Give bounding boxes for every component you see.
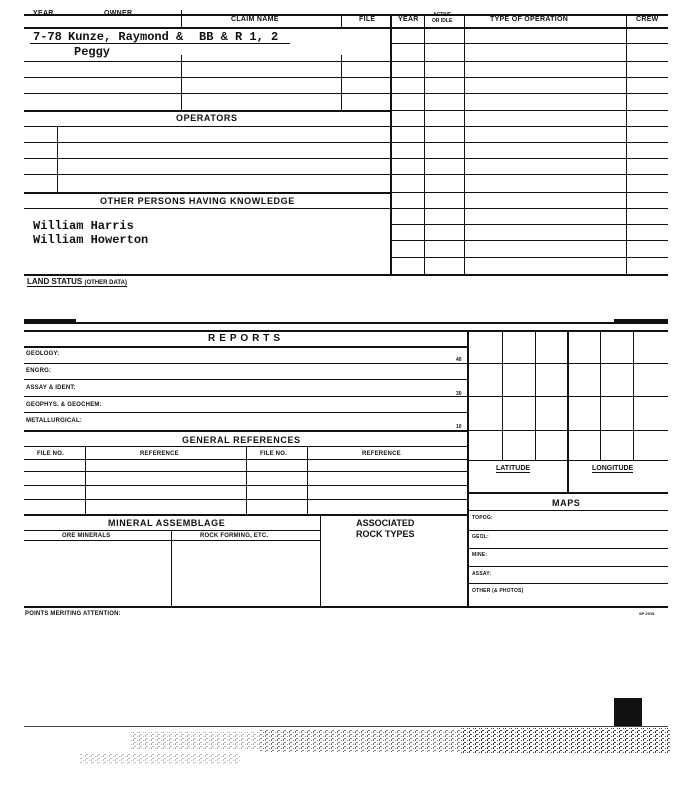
row-line bbox=[390, 208, 668, 209]
row-line bbox=[24, 142, 390, 143]
associated-rock-types bbox=[356, 518, 415, 540]
grid-col bbox=[535, 330, 536, 460]
row-line bbox=[24, 61, 390, 62]
col-divider bbox=[307, 446, 308, 514]
report-metallurgical-num: 10 bbox=[456, 424, 462, 430]
reports-title: R E P O R T S bbox=[208, 333, 281, 344]
col-divider bbox=[464, 14, 465, 274]
header-bottom-rule bbox=[24, 27, 668, 29]
row-line bbox=[390, 142, 668, 143]
row-line bbox=[390, 126, 668, 127]
reports-right-border bbox=[467, 330, 469, 606]
other-person-1: William Harris bbox=[33, 219, 134, 233]
maps-row bbox=[468, 548, 668, 549]
grid-row bbox=[468, 460, 668, 461]
latitude-label: LATITUDE bbox=[496, 465, 531, 472]
row-line bbox=[24, 93, 390, 94]
row-line bbox=[390, 174, 668, 175]
mineral-ore: ORE MINERALS bbox=[62, 533, 111, 539]
row-line bbox=[390, 240, 668, 241]
header-active-idle bbox=[432, 12, 452, 24]
gen-ref-col-reference-2: REFERENCE bbox=[362, 451, 401, 457]
grid-row bbox=[468, 363, 668, 364]
maps-geol: GEOL: bbox=[472, 534, 489, 540]
row-line bbox=[390, 224, 668, 225]
header-type-of-operation: TYPE OF OPERATION bbox=[490, 16, 569, 23]
reports-top-rule bbox=[24, 330, 668, 332]
row-line bbox=[390, 43, 668, 44]
col-divider-main bbox=[390, 14, 392, 274]
entry-claim: BB & R 1, 2 bbox=[199, 30, 279, 44]
entry-owner-line2: Peggy bbox=[74, 45, 111, 59]
row-line bbox=[24, 471, 468, 472]
row-line bbox=[24, 540, 320, 541]
row-line bbox=[24, 379, 468, 380]
header-claim-name: CLAIM NAME bbox=[231, 16, 279, 23]
land-status bbox=[27, 277, 127, 287]
points-meriting-attention: POINTS MERITING ATTENTION: bbox=[25, 611, 121, 617]
col-divider bbox=[57, 126, 58, 192]
grid-row bbox=[468, 430, 668, 431]
row-line bbox=[24, 77, 390, 78]
row-line bbox=[24, 126, 390, 127]
header-year-2: YEAR bbox=[398, 16, 419, 23]
maps-title: MAPS bbox=[552, 498, 581, 508]
maps-topog: TOPOG: bbox=[472, 515, 493, 521]
maps-row bbox=[468, 510, 668, 511]
col-divider bbox=[181, 10, 182, 27]
col-divider bbox=[341, 14, 342, 27]
row-line bbox=[24, 158, 390, 159]
gen-ref-col-file-no-1: FILE NO. bbox=[37, 451, 64, 457]
row-line bbox=[24, 396, 468, 397]
maps-row bbox=[468, 583, 668, 584]
other-person-2: William Howerton bbox=[33, 233, 149, 247]
row-line bbox=[390, 257, 668, 258]
section-divider bbox=[24, 322, 668, 324]
row-line bbox=[390, 93, 668, 94]
gen-ref-col-reference-1: REFERENCE bbox=[140, 451, 179, 457]
col-divider bbox=[320, 514, 321, 606]
row-line bbox=[390, 61, 668, 62]
land-status-label: LAND STATUS bbox=[27, 277, 83, 286]
report-geophys: GEOPHYS. & GEOCHEM: bbox=[26, 402, 102, 408]
divider-block-left bbox=[24, 319, 76, 324]
col-divider bbox=[626, 14, 627, 274]
maps-top-rule bbox=[468, 492, 668, 494]
grid-center-col bbox=[567, 330, 569, 492]
operators-top-rule bbox=[24, 110, 390, 112]
col-divider bbox=[171, 530, 172, 606]
col-divider bbox=[246, 446, 247, 514]
col-divider bbox=[181, 55, 182, 110]
form-bottom-rule bbox=[24, 606, 668, 608]
reports-header-rule bbox=[24, 346, 468, 348]
row-line bbox=[24, 174, 390, 175]
operators-title: OPERATORS bbox=[176, 113, 238, 123]
maps-assay: ASSAY: bbox=[472, 571, 492, 577]
report-assay: ASSAY & IDENT: bbox=[26, 385, 76, 391]
general-references-top-rule bbox=[24, 430, 468, 432]
land-status-sub: (OTHER DATA) bbox=[84, 280, 127, 286]
header-or-idle: OR IDLE bbox=[432, 18, 453, 24]
maps-other: OTHER (& PHOTOS) bbox=[472, 588, 524, 594]
header-file: FILE bbox=[359, 16, 376, 23]
grid-col bbox=[633, 330, 634, 460]
report-geology: GEOLOGY: bbox=[26, 351, 60, 357]
row-line bbox=[390, 77, 668, 78]
general-references-title: GENERAL REFERENCES bbox=[182, 435, 301, 445]
report-metallurgical: METALLURGICAL: bbox=[26, 418, 83, 424]
row-line bbox=[24, 412, 468, 413]
grid-row bbox=[468, 396, 668, 397]
other-persons-title: OTHER PERSONS HAVING KNOWLEDGE bbox=[100, 196, 295, 206]
header-crew: CREW bbox=[636, 16, 659, 23]
scan-black-square bbox=[614, 698, 642, 726]
maps-row bbox=[468, 530, 668, 531]
report-geology-num: 40 bbox=[456, 357, 462, 363]
associated-line2: ROCK TYPES bbox=[356, 529, 415, 539]
entry-underline bbox=[30, 43, 290, 44]
mineral-top-rule bbox=[24, 514, 468, 516]
row-line bbox=[24, 485, 468, 486]
top-table-bottom-rule bbox=[24, 274, 668, 276]
mineral-title: MINERAL ASSEMBLAGE bbox=[108, 518, 226, 528]
row-line bbox=[24, 208, 390, 209]
row-line bbox=[390, 192, 668, 193]
header-year: YEAR bbox=[33, 10, 54, 17]
associated-line1: ASSOCIATED bbox=[356, 518, 415, 528]
entry-owner-line1: Kunze, Raymond & bbox=[68, 30, 184, 44]
other-persons-top-rule bbox=[24, 192, 390, 194]
divider-block-right bbox=[614, 319, 668, 324]
row-line bbox=[390, 158, 668, 159]
row-line bbox=[390, 110, 668, 111]
header-active: ACTIVE bbox=[432, 12, 452, 18]
header-owner: OWNER bbox=[104, 10, 133, 17]
report-assay-num: 30 bbox=[456, 391, 462, 397]
col-divider bbox=[424, 14, 425, 274]
grid-col bbox=[600, 330, 601, 460]
col-divider bbox=[341, 55, 342, 110]
mineral-rock: ROCK FORMING, ETC. bbox=[200, 533, 269, 539]
maps-row bbox=[468, 566, 668, 567]
gen-ref-col-file-no-2: FILE NO. bbox=[260, 451, 287, 457]
form-code: SP 2915 bbox=[639, 611, 655, 616]
entry-year: 7-78 bbox=[33, 30, 62, 44]
grid-col bbox=[502, 330, 503, 460]
scan-noise-band bbox=[20, 726, 670, 776]
report-engrg: ENGRG: bbox=[26, 368, 52, 374]
longitude-label: LONGITUDE bbox=[592, 465, 634, 472]
row-line bbox=[24, 363, 468, 364]
row-line bbox=[24, 499, 468, 500]
col-divider bbox=[85, 446, 86, 514]
row-line bbox=[24, 530, 320, 531]
maps-mine: MINE: bbox=[472, 552, 488, 558]
